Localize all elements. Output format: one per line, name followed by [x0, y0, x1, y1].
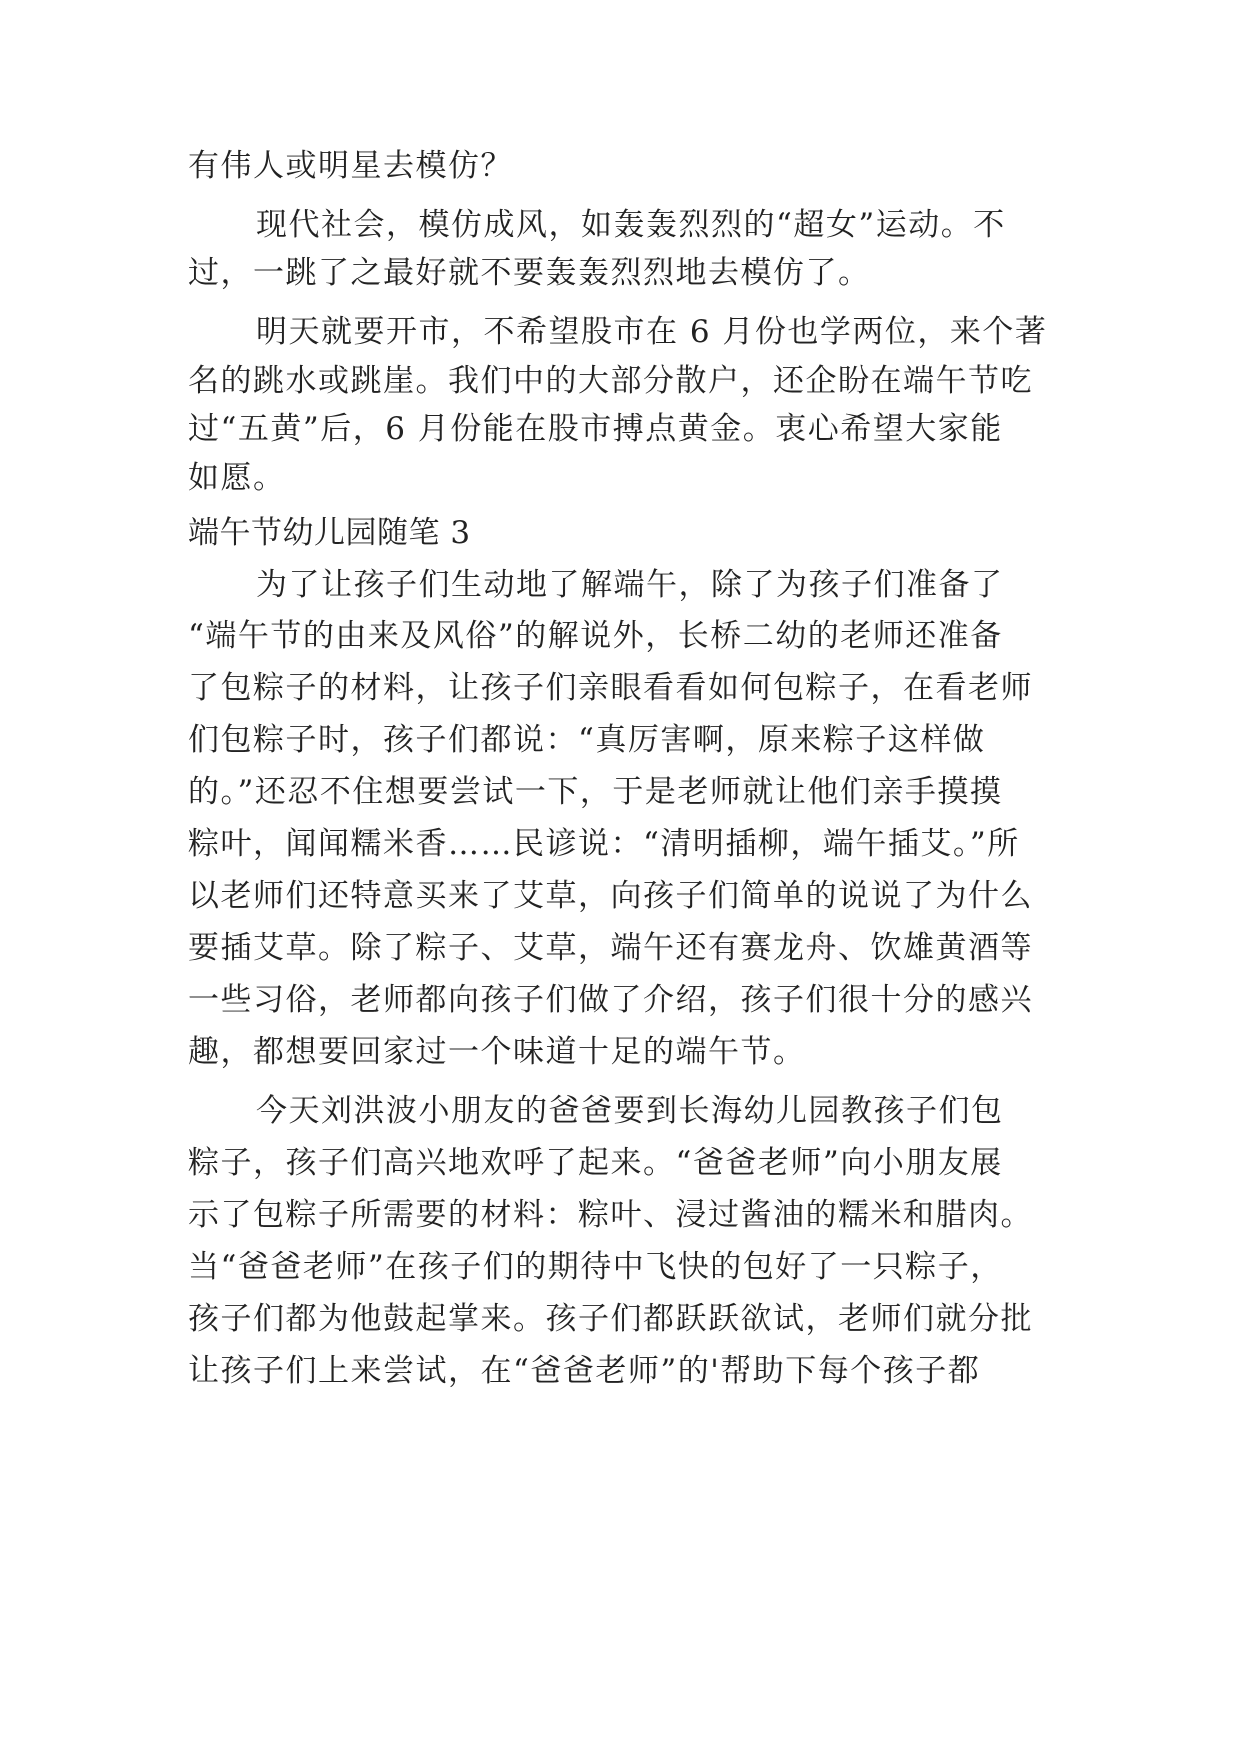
text-line: 一些习俗，老师都向孩子们做了介绍，孩子们很十分的感兴 — [188, 982, 1033, 1018]
text-line: 当“爸爸老师”在孩子们的期待中飞快的包好了一只粽子， — [188, 1249, 1003, 1285]
paragraph-first-line: 明天就要开市，不希望股市在 6 月份也学两位，来个著 — [256, 314, 1048, 350]
text-line: 过“五黄”后，6 月份能在股市搏点黄金。衷心希望大家能 — [188, 411, 1003, 447]
text-line-continuation: 有伟人或明星去模仿？ — [188, 148, 513, 184]
text-line: 示了包粽子所需要的材料：粽叶、浸过酱油的糯米和腊肉。 — [188, 1197, 1033, 1233]
text-line: 们包粽子时，孩子们都说：“真厉害啊，原来粽子这样做 — [188, 722, 986, 758]
paragraph-first-line: 现代社会，模仿成风，如轰轰烈烈的“超女”运动。不 — [256, 207, 1006, 243]
section-heading: 端午节幼儿园随笔 3 — [188, 515, 471, 551]
text-line: 孩子们都为他鼓起掌来。孩子们都跃跃欲试，老师们就分批 — [188, 1301, 1033, 1337]
text-line: 了包粽子的材料，让孩子们亲眼看看如何包粽子，在看老师 — [188, 670, 1033, 706]
text-line: 粽子，孩子们高兴地欢呼了起来。“爸爸老师”向小朋友展 — [188, 1145, 1003, 1181]
text-line: “端午节的由来及风俗”的解说外，长桥二幼的老师还准备 — [188, 618, 1003, 654]
text-line: 的。”还忍不住想要尝试一下，于是老师就让他们亲手摸摸 — [188, 774, 1003, 810]
text-line: 名的跳水或跳崖。我们中的大部分散户，还企盼在端午节吃 — [188, 363, 1033, 399]
text-line: 粽叶，闻闻糯米香……民谚说：“清明插柳，端午插艾。”所 — [188, 826, 1020, 862]
text-line: 趣，都想要回家过一个味道十足的端午节。 — [188, 1034, 806, 1070]
text-line: 过，一跳了之最好就不要轰轰烈烈地去模仿了。 — [188, 255, 871, 291]
text-line: 如愿。 — [188, 460, 286, 496]
paragraph-first-line: 今天刘洪波小朋友的爸爸要到长海幼儿园教孩子们包 — [256, 1093, 1004, 1129]
text-line: 以老师们还特意买来了艾草，向孩子们简单的说说了为什么 — [188, 878, 1033, 914]
paragraph-first-line: 为了让孩子们生动地了解端午，除了为孩子们准备了 — [256, 567, 1004, 603]
text-line: 要插艾草。除了粽子、艾草，端午还有赛龙舟、饮雄黄酒等 — [188, 930, 1033, 966]
text-line: 让孩子们上来尝试，在“爸爸老师”的'帮助下每个孩子都 — [188, 1353, 981, 1389]
